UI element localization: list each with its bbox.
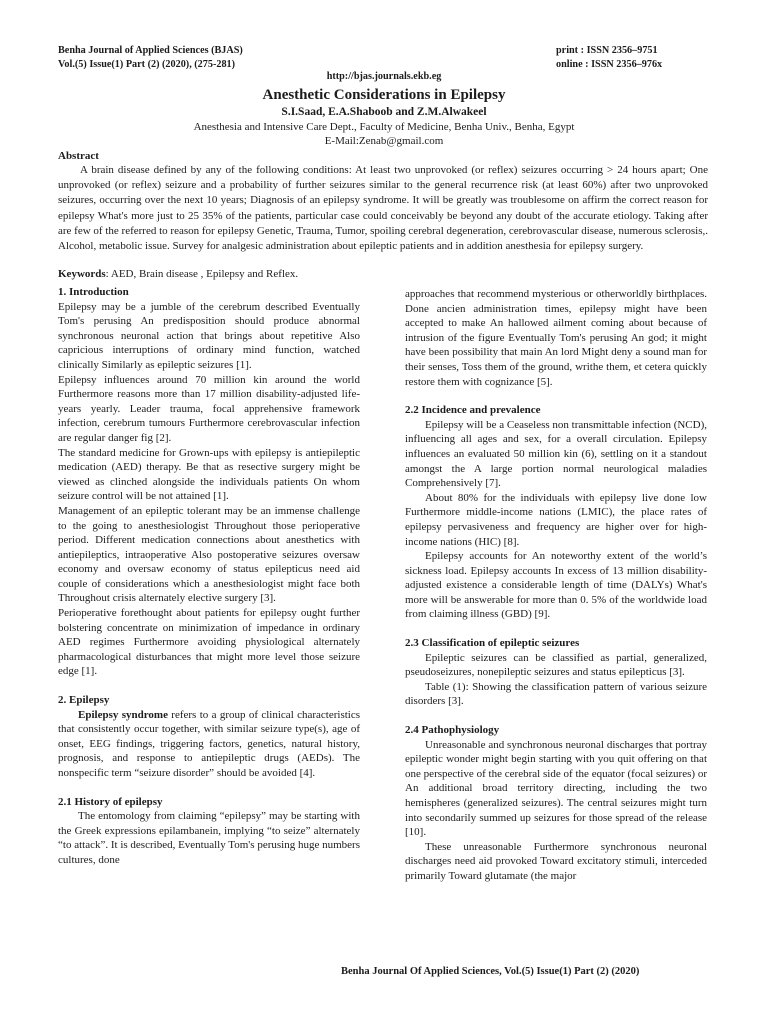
print-issn: print : ISSN 2356–9751 — [556, 45, 658, 56]
paragraph: approaches that recommend mysterious or otherworldly birthplaces. Done ancien administration times, epilepsy might have been accepted to make An hallowed ailment coming about because of intrusion of the figure Eventually Tom's perusing An god; it might have been possibility that main An lord Might deny a sound man for their senses, Toss them of the ground, writhe them, et cetera quickly restore them with cognizance [5]. — [405, 288, 707, 388]
page-footer: Benha Journal Of Applied Sciences, Vol.(5) Issue(1) Part (2) (2020) — [341, 966, 640, 977]
section-heading-classification: 2.3 Classification of epileptic seizures — [405, 637, 580, 650]
abstract-text: A brain disease defined by any of the following conditions: At least two unprovoked (or reflex) seizures occurring > 24 hours apart; One unprovoked (or reflex) seizure and a probability of further seizures similar to the general recurrence risk (at least 60%) after two unprovoked seizures, occurring over the next 10 years; Diagnosis of an epilepsy syndrome. It will be greatly was troublesome on affirm the correct reason for epilepsy What's more just to 25 35% of the patients, particular case could conceivably be beyond any doubt of the accurate etiology. Taking after are few of the referred to reason for epilepsy Genetic, Trauma, Tumor, spoiling cerebral degeneration, cerebrovascular disease, numerous sclerosis,. Alcohol, metabolic issue. Survey for analgesic administration about epileptic patients and in addition anesthesia for epilepsy surgery. — [58, 164, 708, 253]
keywords — [58, 268, 298, 280]
section-heading-epilepsy: 2. Epilepsy — [58, 694, 110, 707]
paper-authors: S.I.Saad, E.A.Shaboob and Z.M.Alwakeel — [281, 106, 487, 118]
keywords-text: : AED, Brain disease , Epilepsy and Reflex. — [105, 268, 299, 280]
paragraph: Perioperative forethought about patients for epilepsy ought further bolstering concentrate on minimization of impedance in ordinary AED regimes Furthermore avoiding physiological alternately pharmacological disturbances that might more level those seizure edge [1]. — [58, 607, 360, 678]
section-heading-pathophysiology: 2.4 Pathophysiology — [405, 724, 500, 737]
paragraph: Epilepsy will be a Ceaseless non transmittable infection (NCD), influencing all ages and sex, for a overall circulation. Epilepsy influences an evaluated 50 million kin (6), settling on it a standout amongst the A large portion normal neurological maladies Comprehensively [7]. — [405, 418, 707, 490]
paragraph-text: refers to a group of clinical characteristics that consistently occur together, with similar seizure type(s), age of onset, EEG findings, triggering factors, genetics, natural history, prognosis, and response to antiepileptic drugs (AEDs). The nonspecific term “seizure disorder” should be avoided [4]. — [58, 708, 361, 779]
left-column — [58, 285, 360, 868]
paragraph: Epilepsy influences around 70 million kin around the world Furthermore reasons more than 17 million disability-adjusted life-years yearly. Leader trauma, focal apprehensive framework infection, cerebrum tumours Furthermore cerebrovascular infection are regular danger fig [2]. — [58, 373, 360, 444]
paragraph: Epilepsy may be a jumble of the cerebrum described Eventually Tom's perusing An predisposition should produce abnormal synchronous neuronal action that brings about repetitive Also capricious interruptions of ordinary mind function, watched clinically Similarly as epileptic seizures [1]. — [58, 300, 360, 371]
paragraph: Epileptic seizures can be classified as partial, generalized, pseudoseizures, nonepileptic seizures and status epilepticus [3]. — [405, 651, 707, 679]
abstract-heading: Abstract — [58, 150, 99, 162]
paragraph: Table (1): Showing the classification pattern of various seizure disorders [3]. — [405, 680, 707, 708]
section-heading-history: 2.1 History of epilepsy — [58, 795, 163, 808]
paragraph: About 80% for the individuals with epilepsy live done low Furthermore middle-income nations (LMIC), the place rates of epilepsy pervasiveness and frequency are higher over for high-income nations (HIC) [8]. — [405, 491, 707, 548]
paragraph — [58, 708, 360, 781]
paragraph: The standard medicine for Grown-ups with epilepsy is antiepileptic medication (AED) therapy. Be that as resective surgery might be viewed as clinched alongside the individuals patients On whom seizure control will be not attained [1]. — [58, 446, 360, 503]
journal-name: Benha Journal of Applied Sciences (BJAS) — [58, 45, 243, 56]
paper-affiliation: Anesthesia and Intensive Care Dept., Faculty of Medicine, Benha Univ., Benha, Egypt — [193, 121, 575, 133]
online-issn: online : ISSN 2356–976x — [556, 58, 663, 70]
paragraph: Management of an epileptic tolerant may be an immense challenge to the going to anesthesiologist Throughout those perioperative period. Different medication connections about anesthetics with antiepileptics, intraoperative Also postoperative seizures oversaw economy and oversaw economy of status epilepticus need aid couple of considerations which a anesthesiologist might face both Throughout crisis alternately elective surgery [3]. — [58, 504, 360, 605]
paragraph: Unreasonable and synchronous neuronal discharges that portray epileptic wonder might begin starting with you quit offering on that one perspective of the cerebral side of the equator (focal seizures) or An additional broad territory directing, including the two hemispheres (generalized seizures). The central seizures might turn into secondarily summed up seizures for those spread of the release [10]. — [405, 738, 707, 839]
paper-title: Anesthetic Considerations in Epilepsy — [262, 87, 506, 103]
paper-email: E-Mail:Zenab@gmail.com — [324, 135, 444, 147]
paragraph: The entomology from claiming “epilepsy” may be starting with the Greek expressions epilambanein, implying “to seize” alternately “to attack”. It is described, Eventually Tom's perusing huge numbers cultures, done — [58, 810, 360, 866]
section-heading-introduction: 1. Introduction — [58, 286, 129, 298]
keywords-label: Keywords — [58, 268, 106, 280]
journal-url: http://bjas.journals.ekb.eg — [326, 71, 442, 82]
journal-volume: Vol.(5) Issue(1) Part (2) (2020), (275-281) — [58, 58, 236, 70]
journal-header-right — [556, 44, 662, 71]
paragraph: Epilepsy accounts for An noteworthy extent of the world’s sickness load. Epilepsy accounts In excess of 13 million disability-adjusted existence a considerable length of time (DALYs) What's more will be answerable for more than 0. 5% of the worldwide load from claiming illness (GBD) [9]. — [405, 550, 707, 621]
section-heading-incidence: 2.2 Incidence and prevalence — [405, 404, 541, 417]
journal-header-left — [58, 44, 243, 71]
term-epilepsy-syndrome: Epilepsy syndrome — [78, 708, 168, 721]
right-column — [405, 287, 707, 884]
paragraph: These unreasonable Furthermore synchronous neuronal discharges need aid provoked Toward excitatory stimuli, interceded primarily Toward glutamate (the major — [405, 840, 707, 882]
